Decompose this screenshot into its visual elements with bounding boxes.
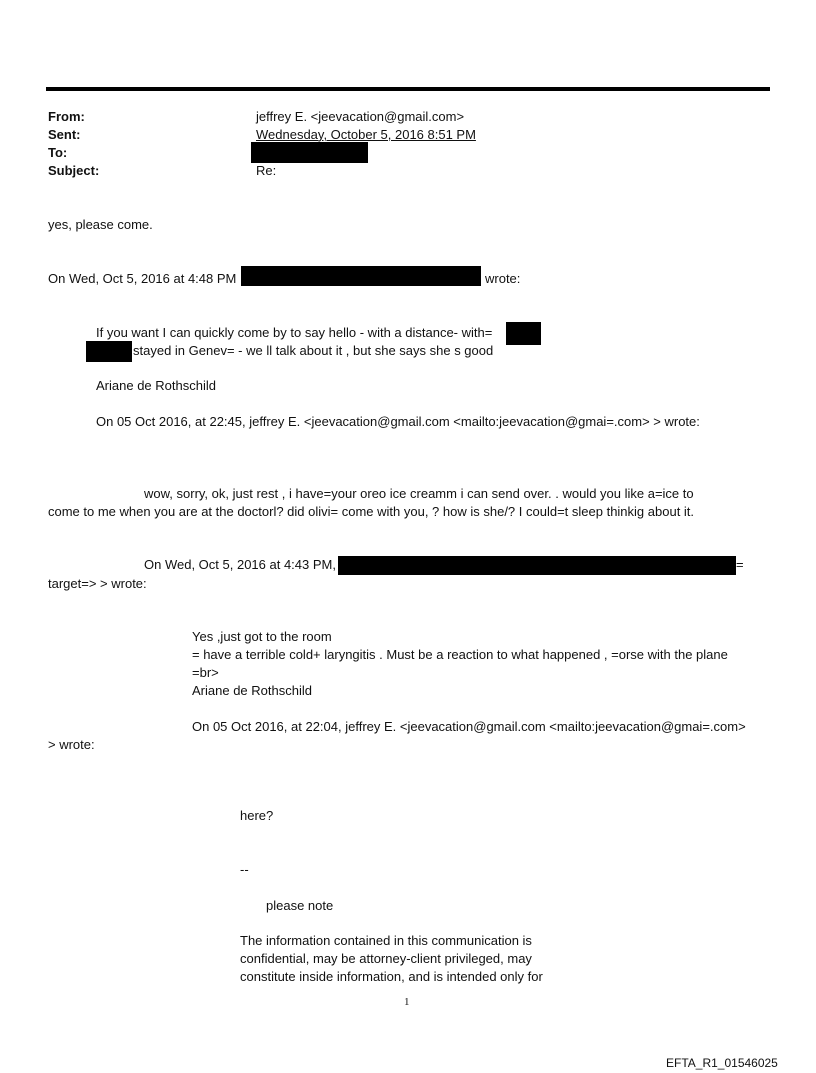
document-id: EFTA_R1_01546025 <box>666 1056 778 1070</box>
q2-on-line: On Wed, Oct 5, 2016 at 4:43 PM, <box>144 557 336 572</box>
redaction-q1-name1 <box>506 322 541 345</box>
q4-disclaimer-line1: The information contained in this communication is <box>240 933 532 948</box>
from-label: From: <box>48 109 85 124</box>
q1-line1: If you want I can quickly come by to say hello - with a distance- with= <box>96 325 493 340</box>
redaction-q2-sender <box>338 556 736 575</box>
subject-label: Subject: <box>48 163 100 178</box>
q2-line1: wow, sorry, ok, just rest , i have=your oreo ice creamm i can send over. . would you like a=ice to <box>144 486 694 501</box>
q4-please-note: please note <box>266 898 334 913</box>
q2-trail: = <box>736 557 744 572</box>
page-number: 1 <box>404 996 410 1008</box>
redaction-q1-name2 <box>86 341 132 362</box>
header-rule <box>46 87 770 91</box>
q2-target: target=> > wrote: <box>48 576 147 591</box>
reply-text: yes, please come. <box>48 217 153 232</box>
q3-wrote: > wrote: <box>48 737 95 752</box>
q3-line3: =br> <box>192 665 219 680</box>
q1-line2: stayed in Genev= - we ll talk about it , but she says she s good <box>133 343 494 358</box>
sent-label: Sent: <box>48 127 81 142</box>
q3-line2: = have a terrible cold+ laryngitis . Must be a reaction to what happened , =orse with the plane <box>192 647 728 662</box>
q2-line2: come to me when you are at the doctorl? did olivi= come with you, ? how is she/? I could=t sleep thinkig about it. <box>48 504 695 519</box>
q4-disclaimer-line3: constitute inside information, and is intended only for <box>240 969 543 984</box>
q1-on-line: On 05 Oct 2016, at 22:45, jeffrey E. <jeevacation@gmail.com <mailto:jeevacation@gmai=.com> > wrote: <box>96 414 700 429</box>
redaction-quote1-sender <box>241 266 481 286</box>
q4-disclaimer-line2: confidential, may be attorney-client privileged, may <box>240 951 532 966</box>
quote1-wrote: wrote: <box>485 271 521 286</box>
q1-signature: Ariane de Rothschild <box>96 378 216 393</box>
q4-here: here? <box>240 808 274 823</box>
q3-line1: Yes ,just got to the room <box>192 629 332 644</box>
redaction-to <box>251 142 368 163</box>
q3-on-line: On 05 Oct 2016, at 22:04, jeffrey E. <jeevacation@gmail.com <mailto:jeevacation@gmai=.com> <box>192 719 746 734</box>
to-label: To: <box>48 145 68 160</box>
q4-signature-dashes: -- <box>240 862 249 877</box>
subject-value: Re: <box>256 163 277 178</box>
sent-value: Wednesday, October 5, 2016 8:51 PM <box>256 127 476 142</box>
quote1-intro: On Wed, Oct 5, 2016 at 4:48 PM <box>48 271 237 286</box>
from-value: jeffrey E. <jeevacation@gmail.com> <box>256 109 465 124</box>
q3-signature: Ariane de Rothschild <box>192 683 312 698</box>
